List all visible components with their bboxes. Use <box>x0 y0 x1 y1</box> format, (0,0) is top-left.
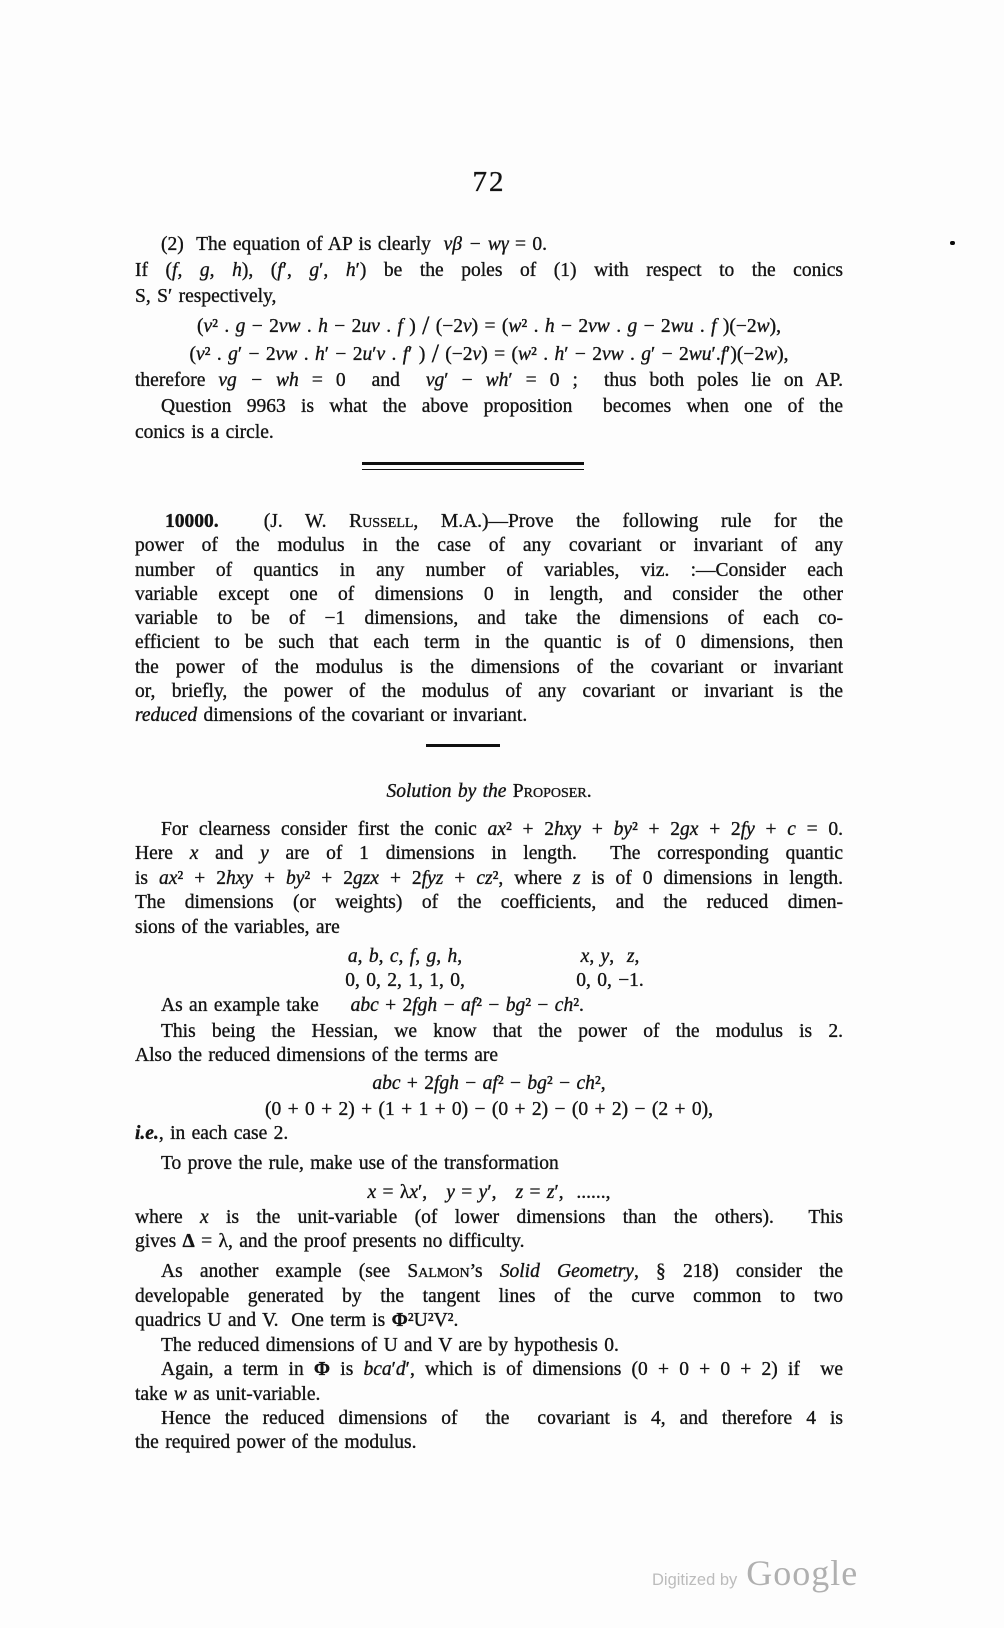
text-line: reduced dimensions of the covariant or invariant. <box>135 705 528 727</box>
paragraph-hessian <box>135 1020 843 1069</box>
table-row <box>135 969 843 994</box>
text-line: the required power of the modulus. <box>135 1432 417 1454</box>
paragraph-to-prove <box>135 1152 843 1176</box>
text-line: conics is a circle. <box>135 422 274 443</box>
hessian-terms-equation <box>135 1070 843 1097</box>
table-cell: a, b, c, f, g, h, <box>347 945 463 967</box>
text-line: 10000. (J. W. Russell, M.A.)—Prove the following rule for the <box>165 511 843 532</box>
text-line: is ax² + 2hxy + by² + 2gzx + 2fyz + cz², where z is of 0 dimensions in length. <box>135 867 844 889</box>
text-line: the power of the modulus is the dimensions of the covariant or invariant <box>135 656 843 678</box>
equation: (v² . g − 2vw . h − 2uv . f ) / (−2v) = (w² . h − 2vw . g − 2wu . f )(−2w), <box>196 311 782 340</box>
table-cell: 0, 0, −1. <box>576 970 644 992</box>
text-line: As an example take abc + 2fgh − af² − bg² − ch². <box>161 994 584 1016</box>
dimensions-table <box>135 945 843 994</box>
paragraph-another-example <box>135 1260 843 1333</box>
text-line: Hence the reduced dimensions of the covariant is 4, and therefore 4 is <box>161 1407 843 1429</box>
text-line: take w as unit-variable. <box>135 1383 321 1405</box>
text-line: The reduced dimensions of U and V are by hypothesis 0. <box>161 1334 619 1356</box>
text-line: (2) The equation of AP is clearly vβ − wγ = 0. <box>161 234 547 255</box>
pole-equations <box>135 312 843 368</box>
text-line: developable generated by the tangent lines of the curve common to two <box>135 1285 843 1307</box>
table-cell: x, y, z, <box>580 945 640 967</box>
text-line: Also the reduced dimensions of the terms are <box>135 1045 499 1067</box>
text-line: quadrics U and V. One term is Φ²U²V². <box>135 1310 459 1332</box>
text-line: Question 9963 is what the above proposition becomes when one of the <box>161 396 843 417</box>
text-line: This being the Hessian, we know that the power of the modulus is 2. <box>161 1021 843 1043</box>
watermark <box>652 1552 858 1594</box>
text-line: or, briefly, the power of the modulus of any covariant or invariant is the <box>135 681 843 703</box>
paragraph-unit-variable <box>135 1206 843 1255</box>
page-content <box>135 232 843 1456</box>
text-line: S, S′ respectively, <box>135 286 277 307</box>
paragraph-equation-of-ap <box>135 232 843 310</box>
watermark-prefix: Digitized by <box>652 1571 738 1589</box>
equation: x = λx′, y = y′, z = z′, ......, <box>367 1181 611 1203</box>
text-line: variable except one of dimensions 0 in length, and consider the other <box>135 583 843 605</box>
text-line: sions of the variables, are <box>135 917 340 939</box>
text-line: As another example (see Salmon’s Solid Geometry, § 218) consider the <box>161 1261 843 1283</box>
paragraph-for-clearness <box>135 818 843 941</box>
page-number: 72 <box>472 166 506 198</box>
text-line: power of the modulus in the case of any covariant or invariant of any <box>135 535 843 557</box>
text-line: Here x and y are of 1 dimensions in length. The corresponding quantic <box>135 843 844 865</box>
text-line: For clearness consider first the conic ax² + 2hxy + by² + 2gx + 2fy + c = 0. <box>161 818 844 840</box>
text-line: Again, a term in Φ is bca′d′, which is of dimensions (0 + 0 + 0 + 2) if we <box>161 1359 844 1381</box>
google-logo: Google <box>746 1553 859 1593</box>
equation: abc + 2fgh − af² − bg² − ch², <box>372 1072 606 1094</box>
solution-heading <box>135 779 843 805</box>
paragraph-example <box>135 994 843 1018</box>
table-row <box>135 945 843 970</box>
reduced-dimensions-equation <box>135 1097 843 1122</box>
equation: (0 + 0 + 2) + (1 + 1 + 0) − (0 + 2) − (0 + 2) − (2 + 0), <box>264 1098 714 1120</box>
text-line: efficient to be such that each term in the quantic is of 0 dimensions, then <box>135 632 843 654</box>
section-divider-double <box>362 462 584 470</box>
paragraph-question-9963 <box>135 394 843 446</box>
text-line: variable to be of −1 dimensions, and take the dimensions of each co- <box>135 608 843 630</box>
text-line: The dimensions (or weights) of the coefficients, and the reduced dimen- <box>135 892 843 914</box>
paragraph-again <box>135 1358 843 1407</box>
paragraph-hypothesis <box>135 1334 843 1358</box>
paragraph-hence <box>135 1407 843 1456</box>
text-line: gives Δ = λ, and the proof presents no difficulty. <box>135 1231 525 1253</box>
paragraph-therefore <box>135 368 843 394</box>
text-line: If (f, g, h), (f′, g′, h′) be the poles of (1) with respect to the conics <box>135 260 843 281</box>
text-line: where x is the unit-variable (of lower dimensions than the others). This <box>135 1206 843 1228</box>
question-10000 <box>135 510 843 729</box>
paragraph-ie <box>135 1122 843 1146</box>
text-line: therefore vg − wh = 0 and vg′ − wh′ = 0 ; thus both poles lie on AP. <box>135 370 844 391</box>
section-divider-single <box>426 744 500 747</box>
table-cell: 0, 0, 2, 1, 1, 0, <box>345 970 465 992</box>
equation: (v² . g′ − 2vw . h′ − 2u′v . f′ ) / (−2v) = (w² . h′ − 2vw . g′ − 2wu′.f′)(−2w), <box>189 339 789 368</box>
ink-speck <box>950 241 955 245</box>
transformation-equation <box>135 1180 843 1206</box>
text-line: number of quantics in any number of variables, viz. :—Consider each <box>135 559 843 581</box>
solution-heading-text: Solution by the Proposer. <box>386 780 592 802</box>
text-line: i.e., in each case 2. <box>135 1122 289 1144</box>
text-line: To prove the rule, make use of the transformation <box>161 1153 559 1175</box>
